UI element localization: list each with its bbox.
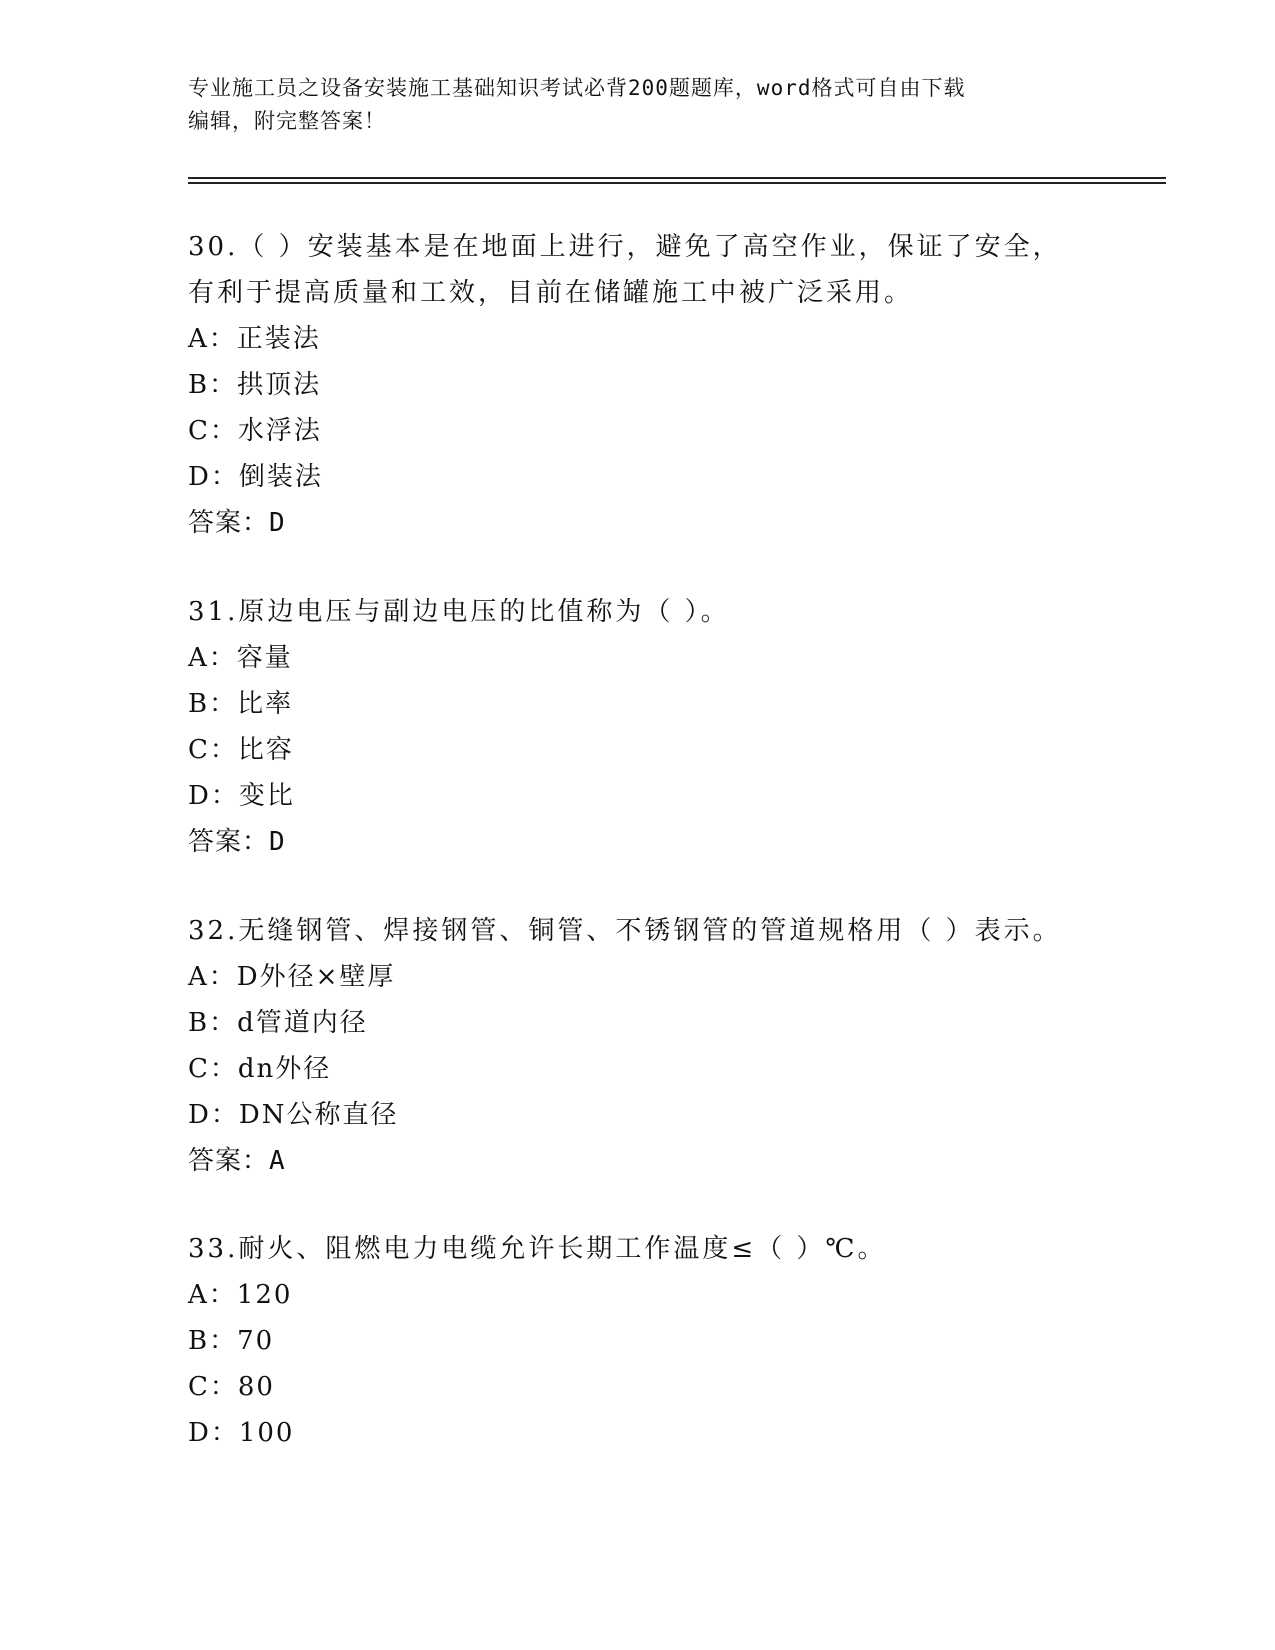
option-b: B：比率 — [188, 689, 294, 719]
option-c: C：dn外径 — [188, 1054, 332, 1084]
question-stem-line-1: 32.无缝钢管、焊接钢管、铜管、不锈钢管的管道规格用（ ）表示。 — [188, 916, 1062, 946]
option-c: C：比容 — [188, 735, 294, 765]
option-a: A：D外径×壁厚 — [188, 962, 396, 992]
option-b: B：70 — [188, 1326, 275, 1356]
option-a: A：容量 — [188, 643, 293, 673]
question-stem-line-1: 31.原边电压与副边电压的比值称为（ ）。 — [188, 597, 730, 627]
question-31 — [188, 589, 1088, 865]
answer: 答案：D — [188, 827, 286, 857]
header-title-line-1: 专业施工员之设备安装施工基础知识考试必背200题题库，word格式可自由下载 — [188, 76, 966, 100]
option-c: C：80 — [188, 1372, 275, 1402]
document-header — [188, 72, 1088, 138]
question-30 — [188, 224, 1088, 546]
header-divider-top — [188, 177, 1166, 179]
option-d: D：变比 — [188, 781, 295, 811]
question-stem-line-2: 有利于提高质量和工效，目前在储罐施工中被广泛采用。 — [188, 278, 914, 308]
question-33 — [188, 1226, 1088, 1456]
option-d: D：DN公称直径 — [188, 1100, 399, 1130]
option-a: A：正装法 — [188, 324, 321, 354]
answer: 答案：A — [188, 1146, 286, 1176]
answer: 答案：D — [188, 508, 286, 538]
option-b: B：拱顶法 — [188, 370, 322, 400]
header-divider-bottom — [188, 182, 1166, 184]
question-stem-line-1: 33.耐火、阻燃电力电缆允许长期工作温度≤（ ）℃。 — [188, 1234, 887, 1264]
question-stem-line-1: 30.（ ）安装基本是在地面上进行，避免了高空作业，保证了安全， — [188, 232, 1062, 262]
option-b: B：d管道内径 — [188, 1008, 368, 1038]
header-title-line-2: 编辑，附完整答案！ — [188, 109, 386, 133]
option-c: C：水浮法 — [188, 416, 322, 446]
option-d: D：倒装法 — [188, 462, 323, 492]
option-d: D：100 — [188, 1418, 295, 1448]
option-a: A：120 — [188, 1280, 293, 1310]
question-32 — [188, 908, 1088, 1184]
